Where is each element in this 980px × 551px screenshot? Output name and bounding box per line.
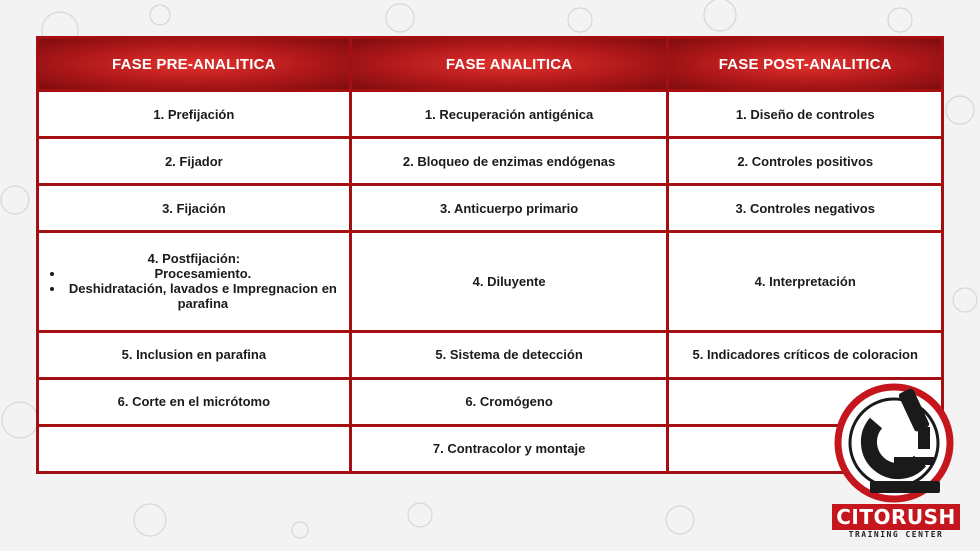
table-cell: 6. Corte en el micrótomo bbox=[39, 380, 349, 424]
table-row bbox=[39, 380, 941, 424]
table-row bbox=[39, 427, 941, 471]
phases-table-container bbox=[36, 36, 944, 474]
table-cell: 1. Recuperación antigénica bbox=[352, 92, 667, 136]
list-item: • Deshidratación, lavados e Impregnacion en parafina bbox=[65, 281, 341, 311]
phases-table bbox=[36, 36, 944, 474]
microscope-icon bbox=[832, 383, 960, 508]
table-cell-postfijacion bbox=[39, 233, 349, 329]
table-cell: 4. Diluyente bbox=[352, 233, 667, 329]
table-cell: 5. Sistema de detección bbox=[352, 333, 667, 377]
table-cell: 3. Controles negativos bbox=[669, 186, 941, 230]
citorush-logo bbox=[832, 383, 960, 543]
table-cell: 3. Anticuerpo primario bbox=[352, 186, 667, 230]
table-cell: 1. Diseño de controles bbox=[669, 92, 941, 136]
logo-name: CITORUSH bbox=[832, 504, 960, 530]
table-cell: 2. Bloqueo de enzimas endógenas bbox=[352, 139, 667, 183]
table-row bbox=[39, 186, 941, 230]
table-cell: 5. Inclusion en parafina bbox=[39, 333, 349, 377]
postfijacion-title: 4. Postfijación: bbox=[147, 251, 241, 267]
table-row bbox=[39, 92, 941, 136]
table-cell: 5. Indicadores críticos de coloracion bbox=[669, 333, 941, 377]
header-pre-analitica: FASE PRE-ANALITICA bbox=[39, 39, 349, 89]
logo-subtitle: TRAINING CENTER bbox=[848, 530, 944, 539]
table-row bbox=[39, 233, 941, 329]
list-item: • Procesamiento. bbox=[65, 266, 341, 281]
table-row bbox=[39, 139, 941, 183]
table-cell: 7. Contracolor y montaje bbox=[352, 427, 667, 471]
table-cell: 4. Interpretación bbox=[669, 233, 941, 329]
table-cell: 6. Cromógeno bbox=[352, 380, 667, 424]
header-analitica: FASE ANALITICA bbox=[352, 39, 667, 89]
table-cell: 2. Fijador bbox=[39, 139, 349, 183]
postfijacion-list bbox=[47, 266, 341, 311]
header-post-analitica: FASE POST-ANALITICA bbox=[669, 39, 941, 89]
table-row bbox=[39, 333, 941, 377]
table-header-row bbox=[39, 39, 941, 89]
table-cell: 2. Controles positivos bbox=[669, 139, 941, 183]
table-cell: 3. Fijación bbox=[39, 186, 349, 230]
table-cell bbox=[39, 427, 349, 471]
table-cell: 1. Prefijación bbox=[39, 92, 349, 136]
